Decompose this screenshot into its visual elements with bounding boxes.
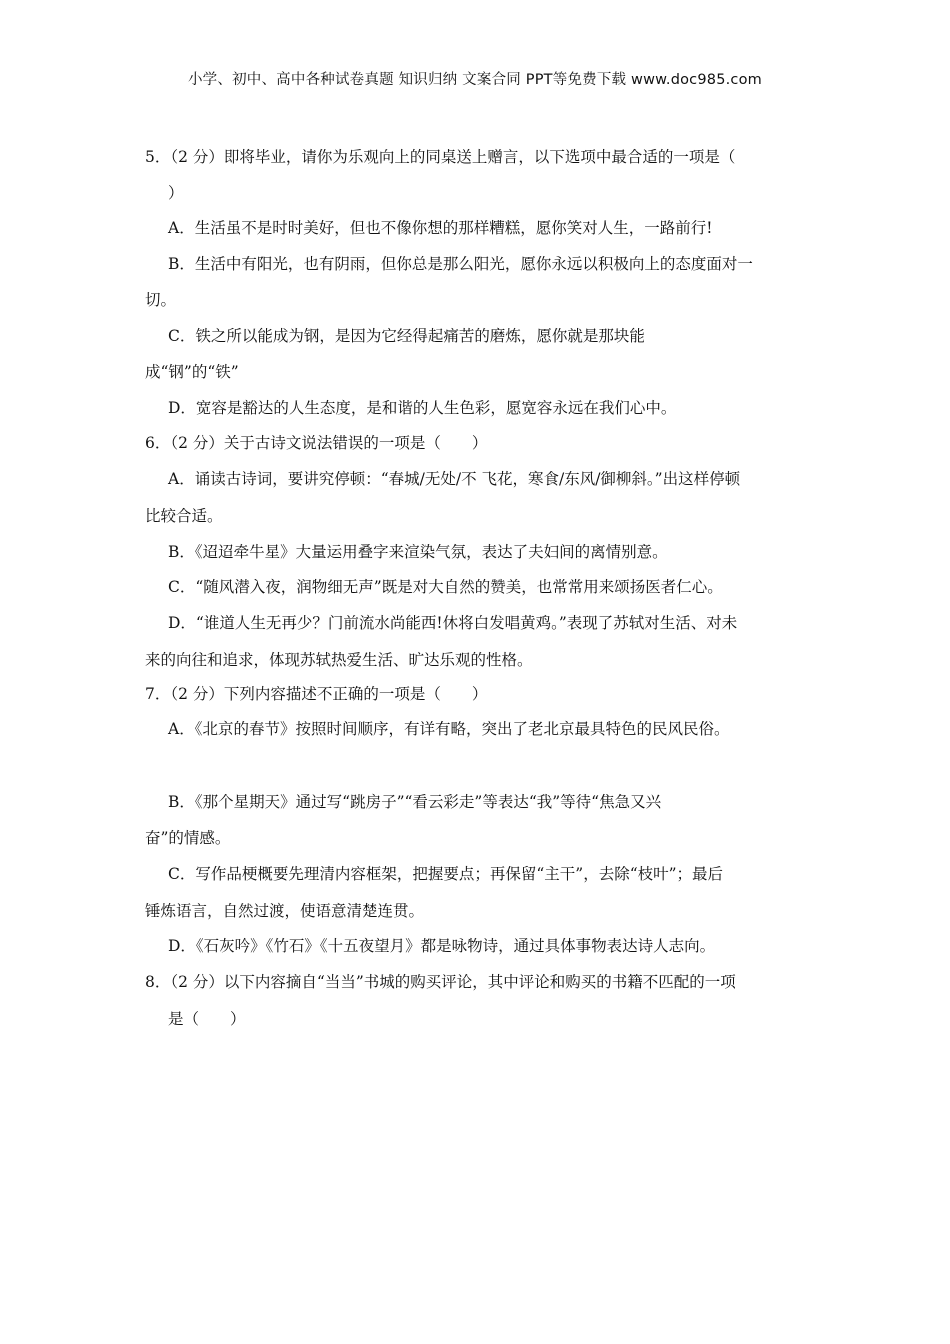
question-6-stem: 6．（2 分）关于古诗文说法错误的一项是（ ）	[145, 434, 488, 452]
question-5-stem-cont: ）	[168, 184, 184, 202]
question-5-stem: 5．（2 分）即将毕业，请你为乐观向上的同桌送上赠言，以下选项中最合适的一项是（	[145, 148, 736, 166]
question-5-option-c-cont: 成“钢”的“铁”	[145, 363, 239, 381]
question-7-option-c-cont: 锤炼语言，自然过渡，使语意清楚连贯。	[145, 902, 425, 920]
question-5-option-b-cont: 切。	[145, 291, 177, 309]
question-7-stem: 7．（2 分）下列内容描述不正确的一项是（ ）	[145, 685, 488, 703]
question-7-option-a: A．《北京的春节》按照时间顺序，有详有略，突出了老北京最具特色的民风民俗。	[168, 720, 730, 738]
question-5-option-b: B．生活中有阳光，也有阴雨，但你总是那么阳光，愿你永远以积极向上的态度面对一	[168, 255, 753, 273]
question-7-option-c: C．写作品梗概要先理清内容框架，把握要点；再保留“主干”，去除“枝叶”；最后	[168, 865, 724, 883]
question-6-option-d-cont: 来的向往和追求，体现苏轼热爱生活、旷达乐观的性格。	[145, 651, 533, 669]
question-6-option-c: C．“随风潜入夜，润物细无声”既是对大自然的赞美，也常常用来颂扬医者仁心。	[168, 578, 723, 596]
question-8-stem: 8．（2 分）以下内容摘自“当当”书城的购买评论，其中评论和购买的书籍不匹配的一项	[145, 973, 736, 991]
question-5-option-c: C．铁之所以能成为钢，是因为它经得起痛苦的磨炼，愿你就是那块能	[168, 327, 645, 345]
question-6-option-a: A．诵读古诗词，要讲究停顿：“春城/无处/不 飞花，寒食/东风/御柳斜。”出这样停顿	[168, 470, 741, 488]
question-7-option-d: D．《石灰吟》《竹石》《十五夜望月》都是咏物诗，通过具体事物表达诗人志向。	[168, 937, 716, 955]
page-header-banner: 小学、初中、高中各种试卷真题 知识归纳 文案合同 PPT等免费下载 www.doc985.com	[187, 72, 763, 88]
question-7-option-b: B．《那个星期天》通过写“跳房子”“看云彩走”等表达“我”等待“焦急又兴	[168, 793, 662, 811]
question-6-option-b: B．《迢迢牵牛星》大量运用叠字来渲染气氛，表达了夫妇间的离情别意。	[168, 543, 668, 561]
question-6-option-a-cont: 比较合适。	[145, 507, 223, 525]
question-6-option-d: D．“谁道人生无再少？门前流水尚能西!休将白发唱黄鸡。”表现了苏轼对生活、对未	[168, 614, 738, 632]
question-5-option-d: D．宽容是豁达的人生态度，是和谐的人生色彩，愿宽容永远在我们心中。	[168, 399, 677, 417]
question-5-option-a: A．生活虽不是时时美好，但也不像你想的那样糟糕，愿你笑对人生，一路前行!	[168, 219, 713, 237]
question-8-stem-cont: 是（ ）	[168, 1010, 246, 1028]
question-7-option-b-cont: 奋”的情感。	[145, 829, 231, 847]
